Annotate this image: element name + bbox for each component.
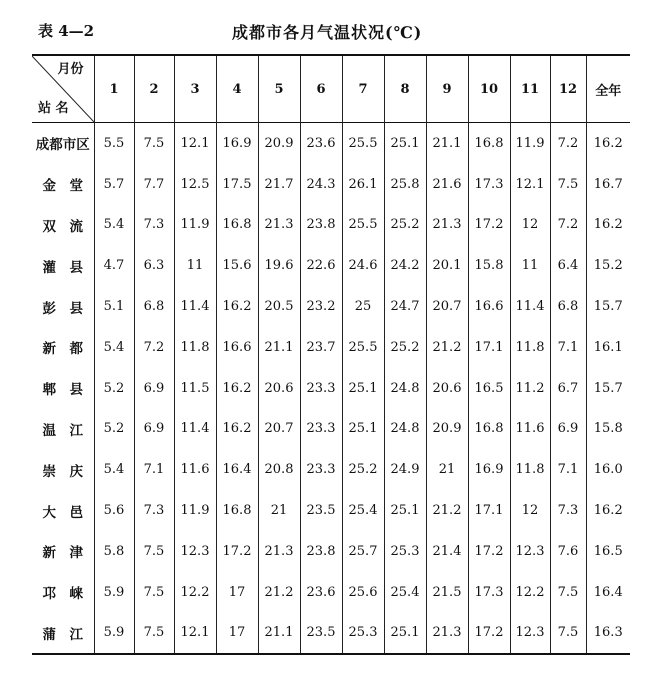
temperature-cell: 21.1 xyxy=(258,327,300,368)
temperature-cell: 7.1 xyxy=(550,449,586,490)
temperature-cell: 4.7 xyxy=(94,245,134,286)
temperature-cell: 17.3 xyxy=(468,164,510,205)
temperature-cell: 21 xyxy=(426,449,468,490)
temperature-cell: 20.7 xyxy=(426,286,468,327)
column-header-month: 11 xyxy=(510,55,550,123)
temperature-cell: 20.1 xyxy=(426,245,468,286)
temperature-cell: 21.2 xyxy=(426,327,468,368)
temperature-cell: 23.5 xyxy=(300,490,342,531)
temperature-cell: 7.3 xyxy=(134,205,174,246)
temperature-cell: 17.2 xyxy=(216,531,258,572)
temperature-cell: 21.3 xyxy=(426,205,468,246)
table-row xyxy=(32,164,630,205)
temperature-cell: 20.8 xyxy=(258,449,300,490)
temperature-cell: 16.4 xyxy=(216,449,258,490)
table-row xyxy=(32,327,630,368)
annual-value-cell: 15.7 xyxy=(586,368,630,409)
temperature-cell: 6.8 xyxy=(134,286,174,327)
temperature-cell: 25.3 xyxy=(342,613,384,655)
temperature-cell: 25.2 xyxy=(384,327,426,368)
temperature-cell: 16.9 xyxy=(216,123,258,164)
station-name-cell: 金 堂 xyxy=(32,164,94,205)
temperature-cell: 7.5 xyxy=(134,572,174,613)
temperature-cell: 11.2 xyxy=(510,368,550,409)
header-row xyxy=(32,55,630,123)
temperature-cell: 7.5 xyxy=(550,164,586,205)
table-row xyxy=(32,449,630,490)
temperature-cell: 7.1 xyxy=(134,449,174,490)
column-header-month: 2 xyxy=(134,55,174,123)
column-header-month: 9 xyxy=(426,55,468,123)
temperature-cell: 11.9 xyxy=(510,123,550,164)
temperature-cell: 23.3 xyxy=(300,409,342,450)
temperature-cell: 6.9 xyxy=(134,368,174,409)
temperature-cell: 11.4 xyxy=(510,286,550,327)
temperature-cell: 5.9 xyxy=(94,613,134,655)
annual-value-cell: 16.3 xyxy=(586,613,630,655)
temperature-cell: 25.5 xyxy=(342,327,384,368)
temperature-cell: 5.6 xyxy=(94,490,134,531)
temperature-cell: 12 xyxy=(510,205,550,246)
temperature-cell: 5.7 xyxy=(94,164,134,205)
column-header-month: 7 xyxy=(342,55,384,123)
temperature-cell: 11.6 xyxy=(174,449,216,490)
temperature-cell: 21.1 xyxy=(426,123,468,164)
column-header-month: 3 xyxy=(174,55,216,123)
table-caption xyxy=(0,18,646,46)
temperature-cell: 17.2 xyxy=(468,613,510,655)
station-name-cell: 蒲 江 xyxy=(32,613,94,655)
table-row xyxy=(32,531,630,572)
temperature-cell: 20.9 xyxy=(258,123,300,164)
temperature-cell: 16.8 xyxy=(216,205,258,246)
temperature-cell: 7.5 xyxy=(134,123,174,164)
temperature-cell: 7.7 xyxy=(134,164,174,205)
table-row xyxy=(32,245,630,286)
column-header-month: 5 xyxy=(258,55,300,123)
annual-value-cell: 15.8 xyxy=(586,409,630,450)
temperature-cell: 19.6 xyxy=(258,245,300,286)
temperature-cell: 17.2 xyxy=(468,205,510,246)
temperature-cell: 24.9 xyxy=(384,449,426,490)
table-row xyxy=(32,123,630,164)
annual-value-cell: 15.2 xyxy=(586,245,630,286)
station-name-cell: 崇 庆 xyxy=(32,449,94,490)
corner-month-label: 月份 xyxy=(57,62,84,77)
temperature-cell: 25.4 xyxy=(342,490,384,531)
temperature-cell: 23.8 xyxy=(300,205,342,246)
temperature-cell: 6.4 xyxy=(550,245,586,286)
temperature-cell: 17.2 xyxy=(468,531,510,572)
temperature-cell: 12.3 xyxy=(174,531,216,572)
table-number: 表 4—2 xyxy=(38,22,95,40)
temperature-cell: 7.6 xyxy=(550,531,586,572)
temperature-cell: 25 xyxy=(342,286,384,327)
temperature-cell: 20.6 xyxy=(258,368,300,409)
table-row xyxy=(32,368,630,409)
temperature-cell: 23.7 xyxy=(300,327,342,368)
temperature-cell: 16.2 xyxy=(216,409,258,450)
column-header-month: 1 xyxy=(94,55,134,123)
station-name-cell: 温 江 xyxy=(32,409,94,450)
station-name-cell: 新 都 xyxy=(32,327,94,368)
temperature-cell: 11 xyxy=(510,245,550,286)
temperature-cell: 11 xyxy=(174,245,216,286)
temperature-cell: 24.3 xyxy=(300,164,342,205)
temperature-cell: 7.2 xyxy=(134,327,174,368)
temperature-cell: 25.5 xyxy=(342,123,384,164)
temperature-cell: 6.9 xyxy=(134,409,174,450)
annual-value-cell: 16.1 xyxy=(586,327,630,368)
temperature-cell: 6.3 xyxy=(134,245,174,286)
column-header-month: 8 xyxy=(384,55,426,123)
temperature-cell: 21.3 xyxy=(258,531,300,572)
temperature-cell: 12.2 xyxy=(510,572,550,613)
temperature-cell: 22.6 xyxy=(300,245,342,286)
temperature-cell: 7.3 xyxy=(550,490,586,531)
temperature-cell: 12.3 xyxy=(510,613,550,655)
table-row xyxy=(32,572,630,613)
temperature-cell: 20.5 xyxy=(258,286,300,327)
temperature-cell: 24.6 xyxy=(342,245,384,286)
column-header-month: 6 xyxy=(300,55,342,123)
temperature-cell: 21.2 xyxy=(426,490,468,531)
temperature-cell: 11.5 xyxy=(174,368,216,409)
temperature-cell: 24.2 xyxy=(384,245,426,286)
temperature-cell: 12 xyxy=(510,490,550,531)
temperature-cell: 5.4 xyxy=(94,449,134,490)
corner-header xyxy=(32,56,94,122)
table-title: 成都市各月气温状况(℃) xyxy=(232,23,423,42)
temperature-cell: 15.6 xyxy=(216,245,258,286)
annual-value-cell: 16.2 xyxy=(586,205,630,246)
temperature-cell: 21.6 xyxy=(426,164,468,205)
temperature-cell: 5.5 xyxy=(94,123,134,164)
temperature-cell: 17 xyxy=(216,572,258,613)
table-row xyxy=(32,205,630,246)
temperature-cell: 12.1 xyxy=(510,164,550,205)
annual-value-cell: 16.2 xyxy=(586,490,630,531)
temperature-cell: 11.8 xyxy=(510,327,550,368)
temperature-cell: 20.6 xyxy=(426,368,468,409)
temperature-cell: 17.5 xyxy=(216,164,258,205)
column-header-month: 4 xyxy=(216,55,258,123)
temperature-cell: 12.1 xyxy=(174,613,216,655)
temperature-cell: 7.2 xyxy=(550,123,586,164)
temperature-cell: 16.9 xyxy=(468,449,510,490)
temperature-cell: 6.8 xyxy=(550,286,586,327)
temperature-cell: 5.2 xyxy=(94,409,134,450)
temperature-cell: 26.1 xyxy=(342,164,384,205)
table-row xyxy=(32,409,630,450)
temperature-cell: 7.5 xyxy=(550,572,586,613)
temperature-cell: 5.2 xyxy=(94,368,134,409)
temperature-cell: 12.3 xyxy=(510,531,550,572)
temperature-cell: 21.5 xyxy=(426,572,468,613)
temperature-cell: 7.5 xyxy=(134,613,174,655)
temperature-cell: 21.7 xyxy=(258,164,300,205)
temperature-cell: 16.8 xyxy=(216,490,258,531)
annual-value-cell: 16.7 xyxy=(586,164,630,205)
temperature-cell: 23.8 xyxy=(300,531,342,572)
temperature-cell: 11.9 xyxy=(174,490,216,531)
temperature-cell: 21.1 xyxy=(258,613,300,655)
station-name-cell: 成都市区 xyxy=(32,123,94,164)
temperature-cell: 12.1 xyxy=(174,123,216,164)
temperature-cell: 12.5 xyxy=(174,164,216,205)
temperature-cell: 5.4 xyxy=(94,327,134,368)
temperature-cell: 24.8 xyxy=(384,409,426,450)
column-header-annual: 全年 xyxy=(586,55,630,123)
temperature-cell: 25.3 xyxy=(384,531,426,572)
temperature-cell: 5.9 xyxy=(94,572,134,613)
temperature-cell: 21.2 xyxy=(258,572,300,613)
column-header-month: 12 xyxy=(550,55,586,123)
temperature-cell: 23.2 xyxy=(300,286,342,327)
temperature-cell: 11.6 xyxy=(510,409,550,450)
temperature-cell: 21.3 xyxy=(426,613,468,655)
station-name-cell: 郫 县 xyxy=(32,368,94,409)
temperature-cell: 23.5 xyxy=(300,613,342,655)
temperature-cell: 7.1 xyxy=(550,327,586,368)
temperature-cell: 6.7 xyxy=(550,368,586,409)
temperature-cell: 16.5 xyxy=(468,368,510,409)
temperature-cell: 7.2 xyxy=(550,205,586,246)
temperature-cell: 23.6 xyxy=(300,123,342,164)
annual-value-cell: 16.4 xyxy=(586,572,630,613)
temperature-cell: 25.7 xyxy=(342,531,384,572)
temperature-cell: 21.3 xyxy=(258,205,300,246)
temperature-cell: 7.5 xyxy=(550,613,586,655)
annual-value-cell: 16.5 xyxy=(586,531,630,572)
temperature-cell: 6.9 xyxy=(550,409,586,450)
annual-value-cell: 15.7 xyxy=(586,286,630,327)
station-name-cell: 新 津 xyxy=(32,531,94,572)
table-body xyxy=(32,123,630,655)
column-header-month: 10 xyxy=(468,55,510,123)
station-name-cell: 双 流 xyxy=(32,205,94,246)
temperature-cell: 17.1 xyxy=(468,327,510,368)
temperature-cell: 17 xyxy=(216,613,258,655)
temperature-cell: 25.2 xyxy=(342,449,384,490)
temperature-cell: 11.9 xyxy=(174,205,216,246)
temperature-cell: 17.1 xyxy=(468,490,510,531)
station-name-cell: 邛 崃 xyxy=(32,572,94,613)
temperature-cell: 23.6 xyxy=(300,572,342,613)
corner-header-cell xyxy=(32,55,94,123)
table-row xyxy=(32,613,630,655)
temperature-cell: 25.5 xyxy=(342,205,384,246)
temperature-cell: 11.8 xyxy=(510,449,550,490)
temperature-cell: 20.9 xyxy=(426,409,468,450)
temperature-cell: 5.4 xyxy=(94,205,134,246)
annual-value-cell: 16.0 xyxy=(586,449,630,490)
temperature-cell: 16.2 xyxy=(216,286,258,327)
temperature-cell: 11.4 xyxy=(174,286,216,327)
temperature-cell: 16.6 xyxy=(468,286,510,327)
station-name-cell: 彭 县 xyxy=(32,286,94,327)
temperature-cell: 25.6 xyxy=(342,572,384,613)
station-name-cell: 大 邑 xyxy=(32,490,94,531)
temperature-cell: 7.3 xyxy=(134,490,174,531)
temperature-cell: 21 xyxy=(258,490,300,531)
temperature-cell: 24.8 xyxy=(384,368,426,409)
temperature-cell: 25.2 xyxy=(384,205,426,246)
temperature-cell: 16.8 xyxy=(468,409,510,450)
temperature-cell: 12.2 xyxy=(174,572,216,613)
temperature-cell: 25.1 xyxy=(384,123,426,164)
temperature-cell: 25.1 xyxy=(384,613,426,655)
table-row xyxy=(32,490,630,531)
temperature-cell: 7.5 xyxy=(134,531,174,572)
temperature-cell: 20.7 xyxy=(258,409,300,450)
temperature-cell: 5.8 xyxy=(94,531,134,572)
annual-value-cell: 16.2 xyxy=(586,123,630,164)
temperature-cell: 25.1 xyxy=(342,368,384,409)
temperature-cell: 11.8 xyxy=(174,327,216,368)
temperature-cell: 16.2 xyxy=(216,368,258,409)
temperature-cell: 21.4 xyxy=(426,531,468,572)
temperature-cell: 15.8 xyxy=(468,245,510,286)
temperature-cell: 23.3 xyxy=(300,368,342,409)
temperature-cell: 25.1 xyxy=(384,490,426,531)
station-name-cell: 灌 县 xyxy=(32,245,94,286)
temperature-cell: 25.8 xyxy=(384,164,426,205)
temperature-cell: 16.8 xyxy=(468,123,510,164)
table-row xyxy=(32,286,630,327)
temperature-cell: 5.1 xyxy=(94,286,134,327)
temperature-cell: 11.4 xyxy=(174,409,216,450)
temperature-cell: 25.4 xyxy=(384,572,426,613)
temperature-cell: 24.7 xyxy=(384,286,426,327)
temperature-cell: 16.6 xyxy=(216,327,258,368)
temperature-table xyxy=(32,54,630,655)
temperature-cell: 23.3 xyxy=(300,449,342,490)
corner-station-label: 站 名 xyxy=(38,101,69,116)
temperature-cell: 25.1 xyxy=(342,409,384,450)
temperature-cell: 17.3 xyxy=(468,572,510,613)
